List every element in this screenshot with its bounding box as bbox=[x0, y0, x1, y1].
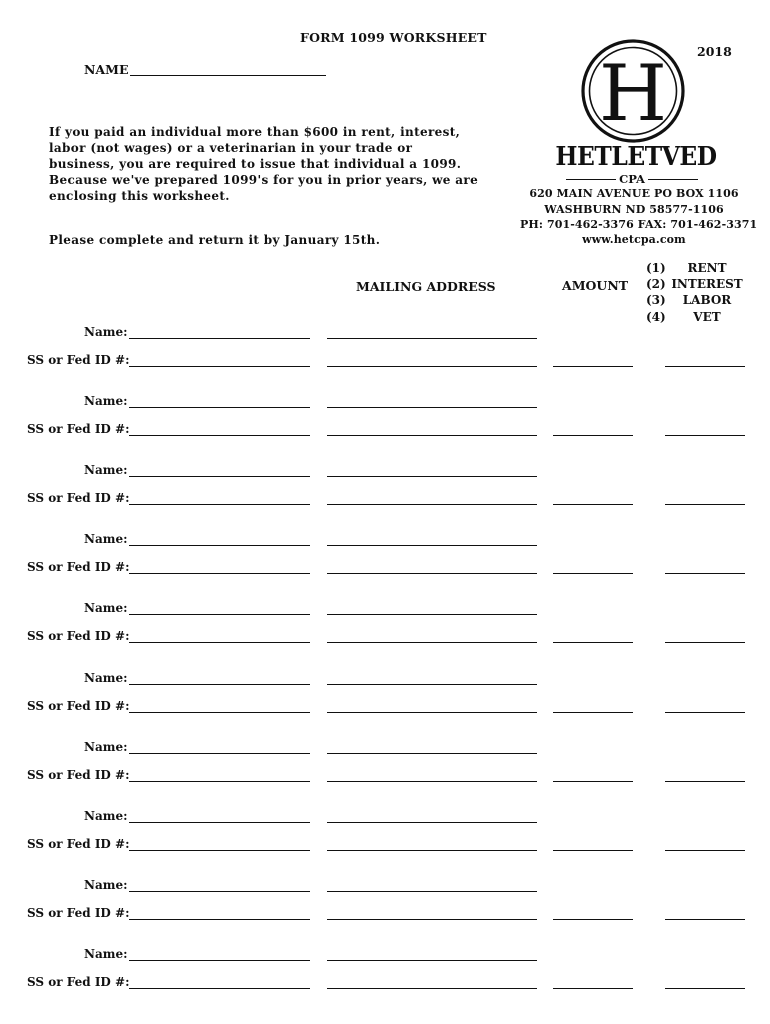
payee-id-label: SS or Fed ID #: bbox=[27, 837, 130, 851]
payee-name-field[interactable] bbox=[129, 614, 310, 615]
mailing-address-line2-field[interactable] bbox=[327, 504, 537, 505]
mailing-address-line1-field[interactable] bbox=[327, 338, 537, 339]
payee-id-field[interactable] bbox=[129, 573, 310, 574]
firm-address-line: 620 MAIN AVENUE PO BOX 1106 bbox=[529, 187, 739, 200]
amount-field[interactable] bbox=[553, 781, 633, 782]
firm-logo-icon bbox=[580, 38, 686, 144]
payee-name-field[interactable] bbox=[129, 338, 310, 339]
payee-id-field[interactable] bbox=[129, 850, 310, 851]
amount-field[interactable] bbox=[553, 850, 633, 851]
payee-name-label: Name: bbox=[84, 394, 128, 408]
payee-name-label: Name: bbox=[84, 325, 128, 339]
code-number: (1) bbox=[646, 261, 666, 275]
name-label: NAME bbox=[84, 62, 129, 77]
firm-phone-line: PH: 701-462-3376 FAX: 701-462-3371 bbox=[520, 218, 758, 231]
firm-name: HETLETVED bbox=[555, 142, 717, 172]
amount-field[interactable] bbox=[553, 435, 633, 436]
firm-website: www.hetcpa.com bbox=[582, 233, 686, 246]
divider bbox=[566, 179, 616, 180]
mailing-address-line2-field[interactable] bbox=[327, 435, 537, 436]
code-label: INTEREST bbox=[671, 277, 743, 292]
firm-address-line: WASHBURN ND 58577-1106 bbox=[544, 203, 724, 216]
payee-id-field[interactable] bbox=[129, 504, 310, 505]
designation-text: CPA bbox=[619, 172, 645, 186]
payee-name-field[interactable] bbox=[129, 545, 310, 546]
mailing-address-line1-field[interactable] bbox=[327, 407, 537, 408]
payee-id-label: SS or Fed ID #: bbox=[27, 491, 130, 505]
firm-designation bbox=[566, 171, 698, 187]
payee-name-label: Name: bbox=[84, 809, 128, 823]
payment-type-code-field[interactable] bbox=[665, 504, 745, 505]
payee-name-field[interactable] bbox=[129, 891, 310, 892]
code-number: (2) bbox=[646, 277, 666, 292]
mailing-address-line2-field[interactable] bbox=[327, 642, 537, 643]
payee-name-field[interactable] bbox=[129, 684, 310, 685]
code-row bbox=[646, 260, 746, 276]
amount-field[interactable] bbox=[553, 573, 633, 574]
amount-field[interactable] bbox=[553, 712, 633, 713]
payment-type-code-field[interactable] bbox=[665, 919, 745, 920]
name-field[interactable] bbox=[130, 75, 326, 76]
return-note: Please complete and return it by January 15th. bbox=[49, 233, 381, 247]
mailing-address-line1-field[interactable] bbox=[327, 891, 537, 892]
payee-id-field[interactable] bbox=[129, 435, 310, 436]
mailing-address-line1-field[interactable] bbox=[327, 960, 537, 961]
payee-id-label: SS or Fed ID #: bbox=[27, 560, 130, 574]
code-label: VET bbox=[693, 309, 721, 324]
divider bbox=[648, 179, 698, 180]
payment-type-code-field[interactable] bbox=[665, 642, 745, 643]
payee-name-field[interactable] bbox=[129, 407, 310, 408]
payee-name-label: Name: bbox=[84, 601, 128, 615]
mailing-address-line1-field[interactable] bbox=[327, 476, 537, 477]
payment-type-code-field[interactable] bbox=[665, 573, 745, 574]
payee-name-label: Name: bbox=[84, 947, 128, 961]
amount-field[interactable] bbox=[553, 504, 633, 505]
payee-id-label: SS or Fed ID #: bbox=[27, 629, 130, 643]
mailing-address-line1-field[interactable] bbox=[327, 753, 537, 754]
payment-type-code-field[interactable] bbox=[665, 366, 745, 367]
intro-paragraph bbox=[49, 124, 479, 204]
payment-type-code-field[interactable] bbox=[665, 988, 745, 989]
mailing-address-header: MAILING ADDRESS bbox=[356, 279, 496, 294]
payee-id-field[interactable] bbox=[129, 988, 310, 989]
mailing-address-line2-field[interactable] bbox=[327, 366, 537, 367]
code-row bbox=[646, 292, 746, 308]
payee-id-field[interactable] bbox=[129, 712, 310, 713]
mailing-address-line2-field[interactable] bbox=[327, 712, 537, 713]
payee-id-label: SS or Fed ID #: bbox=[27, 353, 130, 367]
logo-letter: H bbox=[598, 49, 668, 139]
form-year: 2018 bbox=[697, 44, 732, 59]
payee-name-field[interactable] bbox=[129, 822, 310, 823]
form-title: FORM 1099 WORKSHEET bbox=[300, 30, 487, 45]
amount-field[interactable] bbox=[553, 919, 633, 920]
mailing-address-line2-field[interactable] bbox=[327, 573, 537, 574]
payee-name-label: Name: bbox=[84, 671, 128, 685]
payee-name-field[interactable] bbox=[129, 753, 310, 754]
payee-id-field[interactable] bbox=[129, 781, 310, 782]
mailing-address-line1-field[interactable] bbox=[327, 545, 537, 546]
payee-id-label: SS or Fed ID #: bbox=[27, 906, 130, 920]
amount-field[interactable] bbox=[553, 988, 633, 989]
code-row bbox=[646, 276, 746, 292]
code-number: (3) bbox=[646, 293, 666, 308]
payee-name-label: Name: bbox=[84, 878, 128, 892]
payee-name-field[interactable] bbox=[129, 960, 310, 961]
payee-id-label: SS or Fed ID #: bbox=[27, 699, 130, 713]
amount-header: AMOUNT bbox=[562, 278, 629, 293]
amount-field[interactable] bbox=[553, 642, 633, 643]
payee-id-label: SS or Fed ID #: bbox=[27, 422, 130, 436]
payee-id-label: SS or Fed ID #: bbox=[27, 768, 130, 782]
payee-id-field[interactable] bbox=[129, 919, 310, 920]
amount-field[interactable] bbox=[553, 366, 633, 367]
intro-line: Because we've prepared 1099's for you in prior years, we are bbox=[49, 173, 479, 188]
payment-type-code-field[interactable] bbox=[665, 435, 745, 436]
payee-name-field[interactable] bbox=[129, 476, 310, 477]
mailing-address-line1-field[interactable] bbox=[327, 614, 537, 615]
mailing-address-line1-field[interactable] bbox=[327, 822, 537, 823]
code-label: RENT bbox=[687, 261, 727, 275]
mailing-address-line2-field[interactable] bbox=[327, 781, 537, 782]
code-label: LABOR bbox=[682, 293, 732, 308]
code-row bbox=[646, 309, 746, 325]
payee-name-label: Name: bbox=[84, 463, 128, 477]
intro-line: labor (not wages) or a veterinarian in your trade or bbox=[49, 141, 413, 156]
mailing-address-line2-field[interactable] bbox=[327, 919, 537, 920]
intro-line: If you paid an individual more than $600 in rent, interest, bbox=[49, 125, 461, 139]
mailing-address-line2-field[interactable] bbox=[327, 988, 537, 989]
payment-type-code-field[interactable] bbox=[665, 781, 745, 782]
payee-id-field[interactable] bbox=[129, 642, 310, 643]
payee-id-field[interactable] bbox=[129, 366, 310, 367]
payment-type-codes bbox=[646, 260, 746, 325]
payee-id-label: SS or Fed ID #: bbox=[27, 975, 130, 989]
payee-name-label: Name: bbox=[84, 532, 128, 546]
payment-type-code-field[interactable] bbox=[665, 712, 745, 713]
mailing-address-line1-field[interactable] bbox=[327, 684, 537, 685]
payment-type-code-field[interactable] bbox=[665, 850, 745, 851]
intro-line: business, you are required to issue that individual a 1099. bbox=[49, 157, 462, 172]
payee-name-label: Name: bbox=[84, 740, 128, 754]
code-number: (4) bbox=[646, 309, 666, 324]
mailing-address-line2-field[interactable] bbox=[327, 850, 537, 851]
intro-line: enclosing this worksheet. bbox=[49, 189, 230, 204]
